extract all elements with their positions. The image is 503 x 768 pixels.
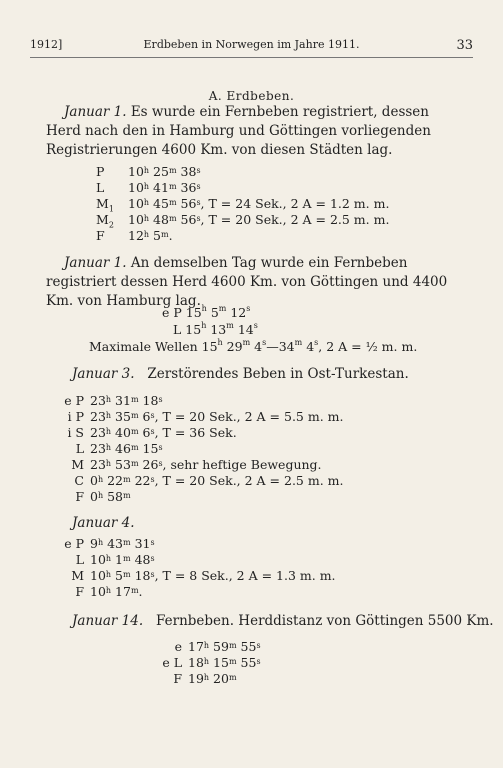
entry1-row: $M_2$ 10$^h$ 48$^m$ 56$^s$, T = 20 Sek., 2 A = 2.5 m. m. bbox=[96, 212, 389, 228]
row-label: i S bbox=[67, 425, 84, 440]
row-label: L bbox=[75, 441, 84, 456]
entry3-heading: Januar 3. Zerstörendes Beben in Ost-Turkestan. bbox=[72, 366, 409, 382]
running-header bbox=[30, 38, 473, 58]
entry1-row: L 10$^h$ 41$^m$ 36$^s$ bbox=[96, 180, 201, 195]
entry4-row: L 10$^h$ 1$^m$ 48$^s$ bbox=[58, 552, 336, 568]
header-rule bbox=[30, 57, 473, 58]
entry3-row: e P 23$^h$ 31$^m$ 18$^s$ bbox=[58, 393, 344, 409]
row-label: $M_2$ bbox=[96, 212, 114, 230]
entry3-row: L 23$^h$ 46$^m$ 15$^s$ bbox=[58, 441, 344, 457]
entry4-row: F 10$^h$ 17$^m$. bbox=[58, 584, 336, 600]
row-label: P bbox=[96, 164, 105, 179]
row-label: M bbox=[71, 568, 84, 583]
row-label: e L bbox=[162, 655, 182, 670]
entry1-paragraph bbox=[46, 103, 466, 160]
header-year: 1912] bbox=[30, 38, 63, 51]
entry3-table bbox=[58, 393, 344, 505]
entry2-paragraph bbox=[46, 254, 466, 311]
entry3-row: i P 23$^h$ 35$^m$ 6$^s$, T = 20 Sek., 2 A = 5.5 m. m. bbox=[58, 409, 344, 425]
entry5-row: F 19$^h$ 20$^m$ bbox=[156, 671, 261, 687]
row-label: L bbox=[75, 552, 84, 567]
row-label: $M_1$ bbox=[96, 196, 114, 214]
entry5-row: e L 18$^h$ 15$^m$ 55$^s$ bbox=[156, 655, 261, 671]
row-label: M bbox=[71, 457, 84, 472]
entry3-row: i S 23$^h$ 40$^m$ 6$^s$, T = 36 Sek. bbox=[58, 425, 344, 441]
entry1-row: F 12$^h$ 5$^m$. bbox=[96, 228, 173, 243]
row-label: F bbox=[75, 489, 84, 504]
entry1-date: Januar 1. bbox=[64, 104, 127, 120]
entry5-heading: Januar 14. Fernbeben. Herddistanz von Göttingen 5500 Km. bbox=[72, 613, 494, 629]
row-label: C bbox=[74, 473, 84, 488]
row-label: F bbox=[96, 228, 105, 243]
row-label: F bbox=[75, 584, 84, 599]
entry3-row: F 0$^h$ 58$^m$ bbox=[58, 489, 344, 505]
entry2-text: An demselben Tag wurde ein Fernbeben registriert dessen Herd 4600 Km. von Göttingen und 4400 Km. von Hamburg lag. bbox=[46, 255, 448, 309]
row-label: F bbox=[173, 671, 182, 686]
entry4-heading: Januar 4. bbox=[72, 515, 135, 531]
page-number: 33 bbox=[456, 38, 473, 53]
entry2-date: Januar 1. bbox=[64, 255, 127, 271]
entry5-table bbox=[156, 639, 261, 687]
entry2-max: Maximale Wellen 15$^h$ 29$^m$ 4$^s$—34$^m$ 4$^s$, 2 A = ½ m. m. bbox=[89, 338, 418, 354]
entry4-row: e P 9$^h$ 43$^m$ 31$^s$ bbox=[58, 536, 336, 552]
entry4-table bbox=[58, 536, 336, 600]
entry1-row: $M_1$ 10$^h$ 45$^m$ 56$^s$, T = 24 Sek., 2 A = 1.2 m. m. bbox=[96, 196, 389, 212]
entry2-eP: e P 15$^h$ 5$^m$ 12$^s$ bbox=[162, 304, 251, 320]
entry4-row: M 10$^h$ 5$^m$ 18$^s$, T = 8 Sek., 2 A = 1.3 m. m. bbox=[58, 568, 336, 584]
entry1-table bbox=[96, 164, 389, 244]
entry2-L: L 15$^h$ 13$^m$ 14$^s$ bbox=[173, 321, 258, 337]
entry3-row: C 0$^h$ 22$^m$ 22$^s$, T = 20 Sek., 2 A = 2.5 m. m. bbox=[58, 473, 344, 489]
row-label: e P bbox=[64, 393, 84, 408]
entry1-row: P 10$^h$ 25$^m$ 38$^s$ bbox=[96, 164, 201, 179]
row-label: e bbox=[174, 639, 182, 654]
row-label: L bbox=[96, 180, 105, 195]
section-title: A. Erdbeben. bbox=[208, 89, 295, 103]
header-title: Erdbeben in Norwegen im Jahre 1911. bbox=[143, 38, 360, 51]
row-label: e P bbox=[64, 536, 84, 551]
entry5-row: e 17$^h$ 59$^m$ 55$^s$ bbox=[156, 639, 261, 655]
row-label: i P bbox=[67, 409, 84, 424]
entry3-row: M 23$^h$ 53$^m$ 26$^s$, sehr heftige Bewegung. bbox=[58, 457, 344, 473]
entry1-text: Es wurde ein Fernbeben registriert, dessen Herd nach den in Hamburg und Göttingen vorliegenden Registrierungen 4600 Km. von diesen Städten lag. bbox=[46, 104, 431, 158]
